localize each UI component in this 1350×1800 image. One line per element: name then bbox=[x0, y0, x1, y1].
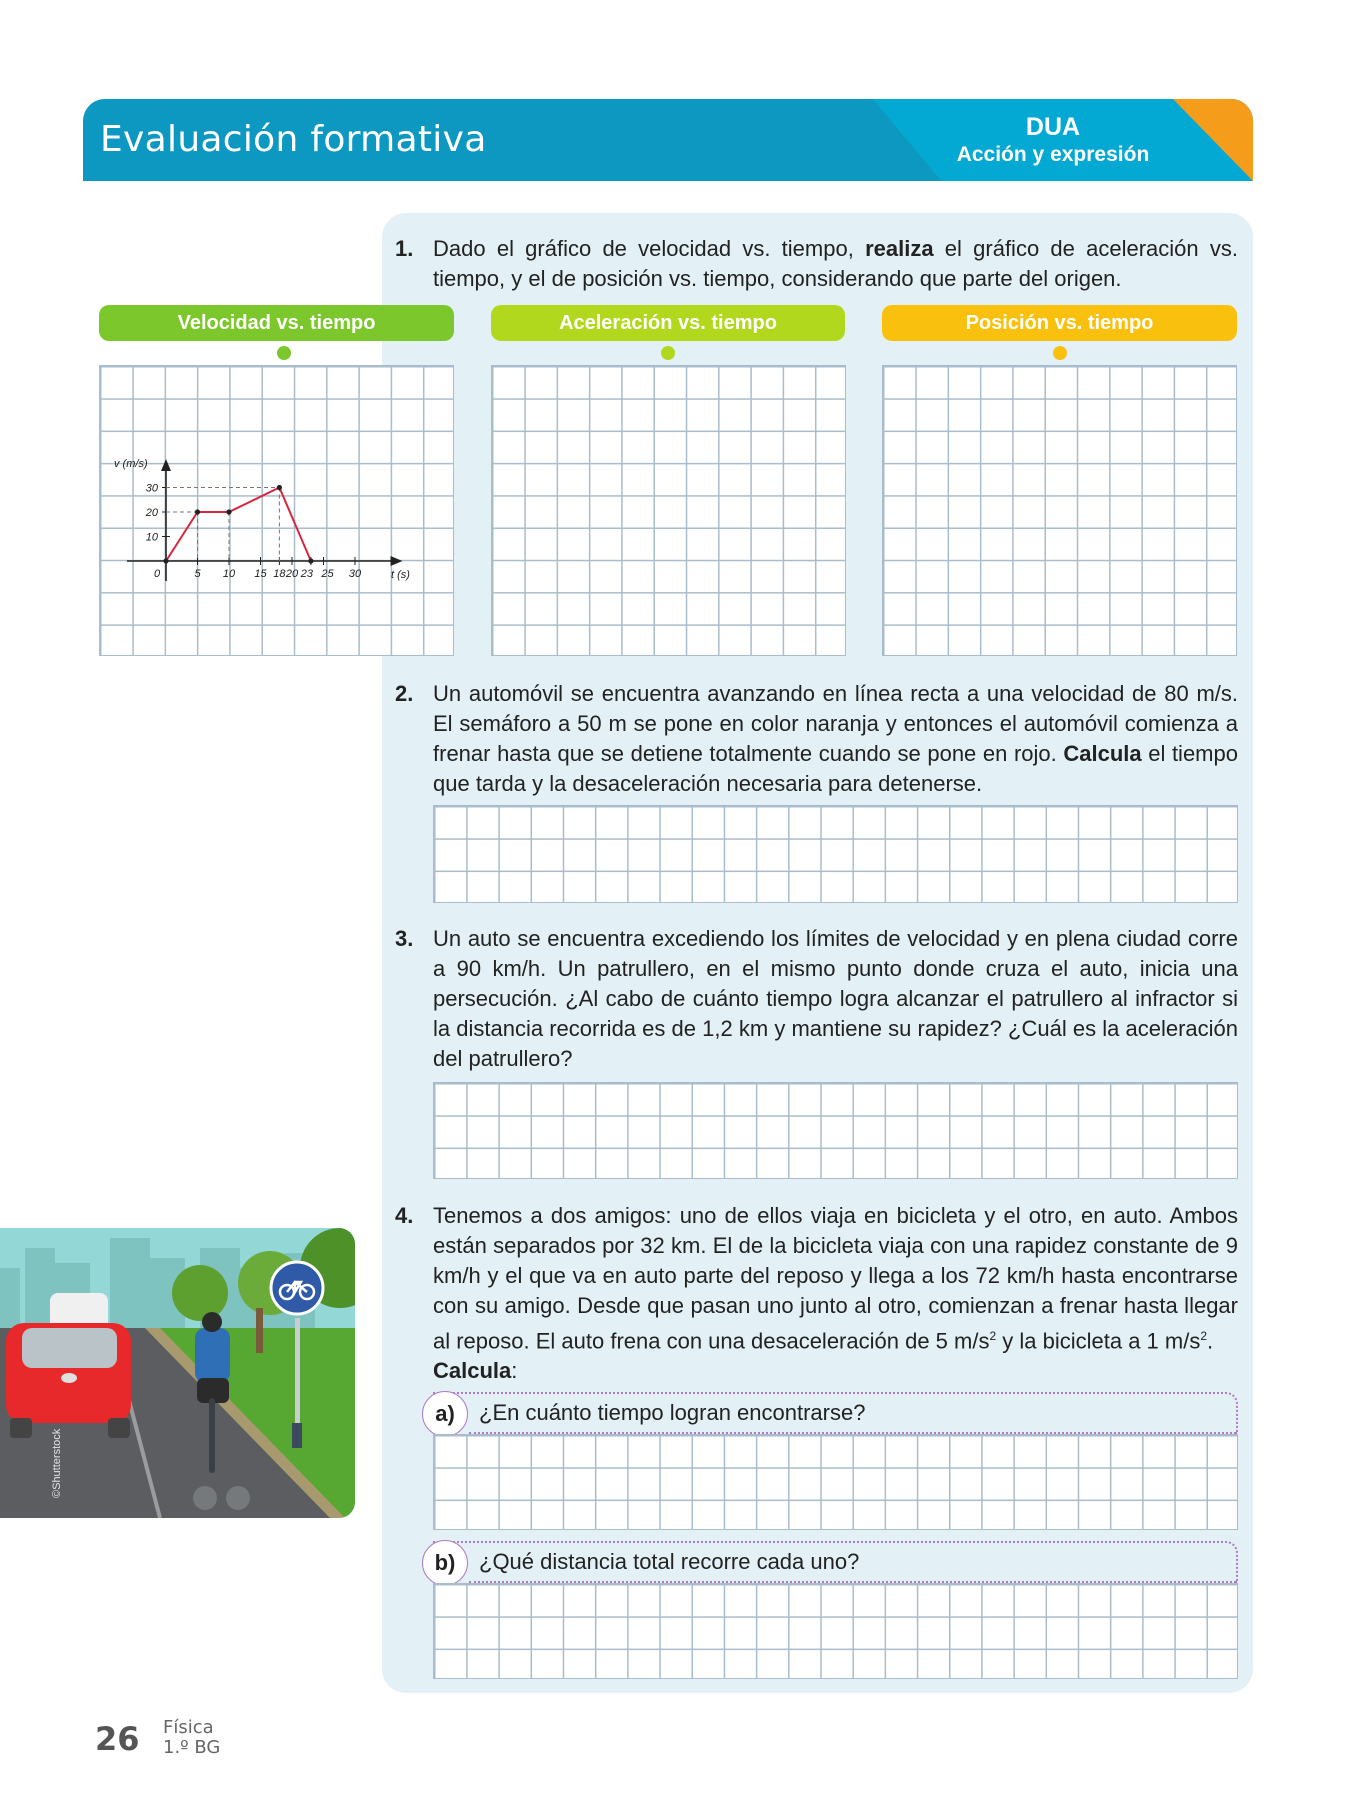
y-tick-label: 20 bbox=[145, 506, 158, 519]
acceleration-answer-grid[interactable] bbox=[491, 365, 846, 656]
x-tick-label: 30 bbox=[348, 567, 361, 580]
y-tick-label: 10 bbox=[145, 531, 158, 543]
graph-title-velocity: Velocidad vs. tiempo bbox=[99, 305, 454, 341]
section-title: Evaluación formativa bbox=[100, 119, 487, 160]
question-number: 4. bbox=[395, 1203, 414, 1228]
dua-badge-title: DUA bbox=[1025, 113, 1081, 141]
subquestion-a bbox=[433, 1392, 1238, 1434]
x-tick-label: 20 bbox=[285, 567, 298, 580]
page-number: 26 bbox=[95, 1720, 140, 1758]
subquestion-label: a) bbox=[422, 1391, 468, 1437]
grade-level: 1.º BG bbox=[163, 1737, 221, 1758]
velocity-time-chart bbox=[99, 365, 454, 656]
subquestion-b bbox=[433, 1541, 1238, 1583]
data-point bbox=[226, 509, 231, 514]
bullet-dot bbox=[661, 346, 675, 360]
subquestion-label: b) bbox=[422, 1540, 468, 1586]
velocity-graph-grid bbox=[99, 365, 454, 656]
bike-lane-illustration bbox=[0, 1228, 355, 1518]
subquestion-text: ¿Qué distancia total recorre cada uno? bbox=[479, 1549, 860, 1574]
section-header bbox=[83, 99, 1253, 181]
question-2 bbox=[395, 679, 1238, 799]
question-text: Dado el gráfico de velocidad vs. tiempo, realiza el gráfico de aceleración vs. tiempo, y el de posición vs. tiempo, considerando que parte del origen. bbox=[433, 236, 1238, 291]
position-answer-grid[interactable] bbox=[882, 365, 1237, 656]
photo-credit: ©Shutterstock bbox=[51, 1428, 63, 1498]
dua-badge bbox=[948, 113, 1158, 167]
data-point bbox=[194, 509, 199, 514]
question-text: Un automóvil se encuentra avanzando en línea recta a una velocidad de 80 m/s. El semáforo a 50 m se pone en color naranja y entonces el automóvil comienza a frenar hasta que se detiene totalmente cuando se pone en rojo. Calcula el tiempo que tarda y la desaceleración necesaria para detenerse. bbox=[433, 681, 1238, 796]
question-text: Tenemos a dos amigos: uno de ellos viaja en bicicleta y el otro, en auto. Ambos están separados por 32 km. El de la bicicleta viaja con una rapidez constante de 9 km/h y el que va en auto parte del reposo y llega a los 72 km/h hasta encontrarse con su amigo. Desde que pasan uno junto al otro, comienzan a frenar hasta llegar al reposo. El auto frena con una desaceleración de 5 $m/s^2$ y la bicicleta a 1 $m/s^2$. Calcula: bbox=[433, 1203, 1238, 1384]
data-point bbox=[276, 484, 281, 489]
x-tick-label: 10 bbox=[222, 567, 235, 580]
dua-badge-subtitle: Acción y expresión bbox=[956, 143, 1150, 166]
question-number: 2. bbox=[395, 681, 414, 706]
data-point bbox=[163, 558, 168, 563]
x-tick-label: 15 bbox=[253, 567, 267, 580]
x-axis-label: t (s) bbox=[390, 568, 410, 581]
question-3 bbox=[395, 924, 1238, 1074]
y-axis-label: v (m/s) bbox=[113, 457, 148, 470]
answer-grid-4b[interactable] bbox=[433, 1583, 1238, 1679]
footer-subject bbox=[163, 1718, 220, 1758]
subject-name: Física bbox=[163, 1717, 214, 1738]
question-number: 1. bbox=[395, 236, 414, 261]
velocity-series-line bbox=[166, 487, 311, 561]
y-axis-arrow bbox=[161, 459, 171, 471]
x-tick-label: 18 bbox=[272, 567, 286, 580]
question-text: Un auto se encuentra excediendo los límites de velocidad y en plena ciudad corre a 90 km/h. Un patrullero, en el mismo punto donde cruza el auto, inicia una persecución. ¿Al cabo de cuánto tiempo logra alcanzar el patrullero al infractor si la distancia recorrida es de 1,2 km y mantiene su rapidez? ¿Cuál es la aceleración del patrullero? bbox=[433, 926, 1238, 1071]
answer-grid-2[interactable] bbox=[433, 805, 1238, 903]
graph-title-acceleration: Aceleración vs. tiempo bbox=[491, 305, 845, 341]
bullet-dot bbox=[1053, 346, 1067, 360]
question-number: 3. bbox=[395, 926, 414, 951]
x-axis-arrow bbox=[390, 556, 402, 566]
question-1 bbox=[395, 234, 1238, 294]
answer-grid-4a[interactable] bbox=[433, 1434, 1238, 1530]
y-tick-label: 30 bbox=[145, 482, 158, 494]
x-tick-label: 0 bbox=[153, 567, 160, 580]
subquestion-text: ¿En cuánto tiempo logran encontrarse? bbox=[479, 1400, 866, 1425]
answer-grid-3[interactable] bbox=[433, 1082, 1238, 1179]
graph-title-position: Posición vs. tiempo bbox=[882, 305, 1237, 341]
x-tick-label: 23 bbox=[300, 567, 313, 580]
question-4 bbox=[395, 1201, 1238, 1386]
x-tick-label: 25 bbox=[320, 567, 334, 580]
x-tick-label: 5 bbox=[193, 567, 201, 580]
bullet-dot bbox=[277, 346, 291, 360]
data-point bbox=[308, 558, 313, 563]
